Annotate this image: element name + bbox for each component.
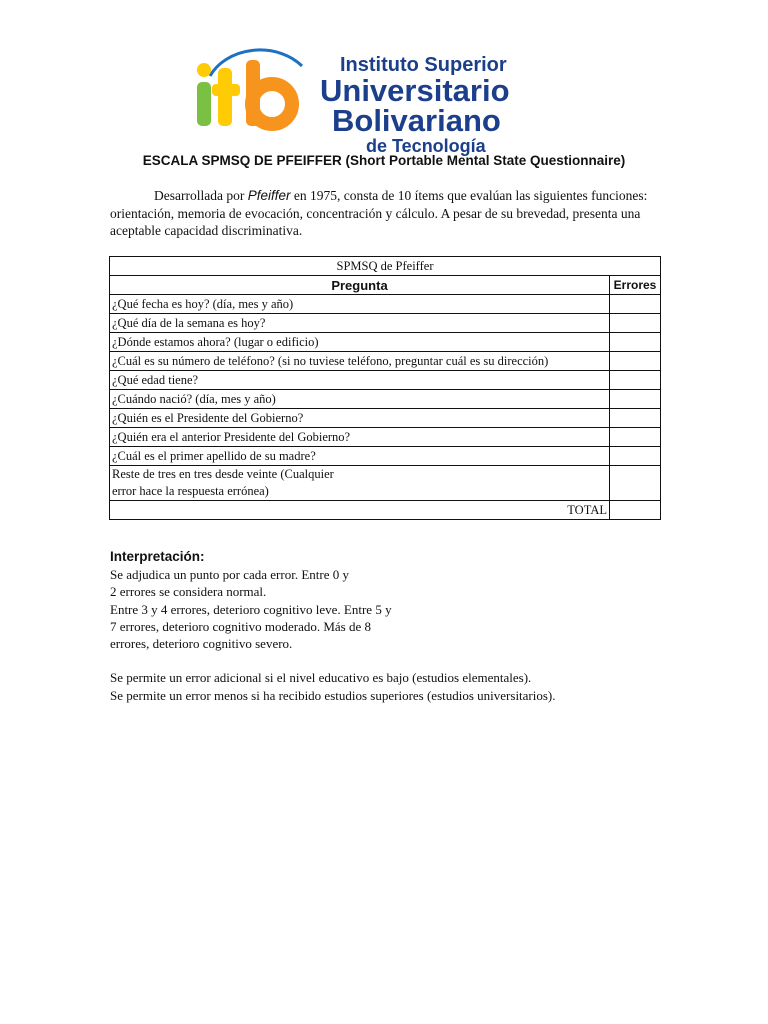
total-cell[interactable]: [610, 501, 661, 520]
table-row: [110, 371, 661, 390]
question-cell: ¿Cuál es el primer apellido de su madre?: [110, 447, 610, 466]
errors-cell[interactable]: [610, 466, 661, 501]
question-line: Reste de tres en tres desde veinte (Cualquier: [112, 467, 334, 481]
question-cell-subtraction: [110, 466, 610, 501]
errors-cell[interactable]: [610, 295, 661, 314]
question-cell: ¿Qué día de la semana es hoy?: [110, 314, 610, 333]
question-cell: ¿Dónde estamos ahora? (lugar o edificio): [110, 333, 610, 352]
logo-wordmark: [320, 54, 510, 156]
errors-cell[interactable]: [610, 409, 661, 428]
question-cell: ¿Cuál es su número de teléfono? (si no tuviese teléfono, preguntar cuál es su dirección): [110, 352, 610, 371]
question-cell: ¿Quién era el anterior Presidente del Gobierno?: [110, 428, 610, 447]
interpretation-line: Se adjudica un punto por cada error. Entre 0 y: [110, 567, 349, 582]
interpretation-note: Se permite un error adicional si el nivel educativo es bajo (estudios elementales).: [110, 670, 532, 686]
table-row: [110, 314, 661, 333]
errors-cell[interactable]: [610, 447, 661, 466]
question-cell: ¿Qué edad tiene?: [110, 371, 610, 390]
total-row: [110, 501, 661, 520]
interpretation-line: errores, deterioro cognitivo severo.: [110, 636, 293, 652]
interpretation-line: 2 errores se considera normal.: [110, 584, 267, 600]
table-row: [110, 295, 661, 314]
table-row: [110, 428, 661, 447]
intro-rest: en 1975, consta de 10 ítems que evalúan las siguientes funciones: orientación, memoria de evocación, concentración y cálculo. A pesar de su brevedad, presenta una aceptable capacidad discriminativa.: [110, 188, 648, 238]
interpretation-line: Entre 3 y 4 errores, deterioro cognitivo leve. Entre 5 y: [110, 601, 392, 617]
errors-cell[interactable]: [610, 333, 661, 352]
errors-cell[interactable]: [610, 352, 661, 371]
question-cell: ¿Qué fecha es hoy? (día, mes y año): [110, 295, 610, 314]
question-line: error hace la respuesta errónea): [112, 484, 269, 498]
interpretation-heading: Interpretación:: [110, 549, 205, 564]
document-title: ESCALA SPMSQ DE PFEIFFER (Short Portable Mental State Questionnaire): [142, 153, 626, 168]
table-row: [110, 333, 661, 352]
errors-cell[interactable]: [610, 390, 661, 409]
itb-logo-mark-icon: [190, 46, 310, 146]
question-cell: ¿Quién es el Presidente del Gobierno?: [110, 409, 610, 428]
intro-paragraph: [110, 187, 665, 240]
errors-cell[interactable]: [610, 314, 661, 333]
spmsq-table: [109, 256, 661, 520]
table-row: [110, 466, 661, 501]
intro-lead: Desarrollada por: [154, 188, 245, 203]
logo-line-4: de Tecnología: [366, 136, 486, 156]
table-row: [110, 390, 661, 409]
table-row: [110, 409, 661, 428]
svg-text:itb: itb: [194, 134, 203, 143]
interpretation-section: [110, 549, 670, 704]
header-question: Pregunta: [110, 276, 610, 295]
table-row: [110, 352, 661, 371]
errors-cell[interactable]: [610, 428, 661, 447]
institution-logo: [190, 46, 590, 156]
question-cell: ¿Cuándo nació? (día, mes y año): [110, 390, 610, 409]
total-label: TOTAL: [110, 501, 610, 520]
interpretation-line: 7 errores, deterioro cognitivo moderado. Más de 8: [110, 618, 372, 634]
table-row: [110, 447, 661, 466]
logo-line-3: Bolivariano: [332, 103, 501, 138]
logo-line-1: Instituto Superior: [340, 54, 507, 76]
errors-cell[interactable]: [610, 371, 661, 390]
logo-line-2: Universitario: [320, 73, 510, 108]
header-errors: Errores: [610, 276, 661, 295]
interpretation-note: Se permite un error menos si ha recibido estudios superiores (estudios universitarios).: [110, 687, 556, 703]
table-caption: SPMSQ de Pfeiffer: [110, 257, 661, 276]
intro-author: Pfeiffer: [247, 188, 291, 203]
